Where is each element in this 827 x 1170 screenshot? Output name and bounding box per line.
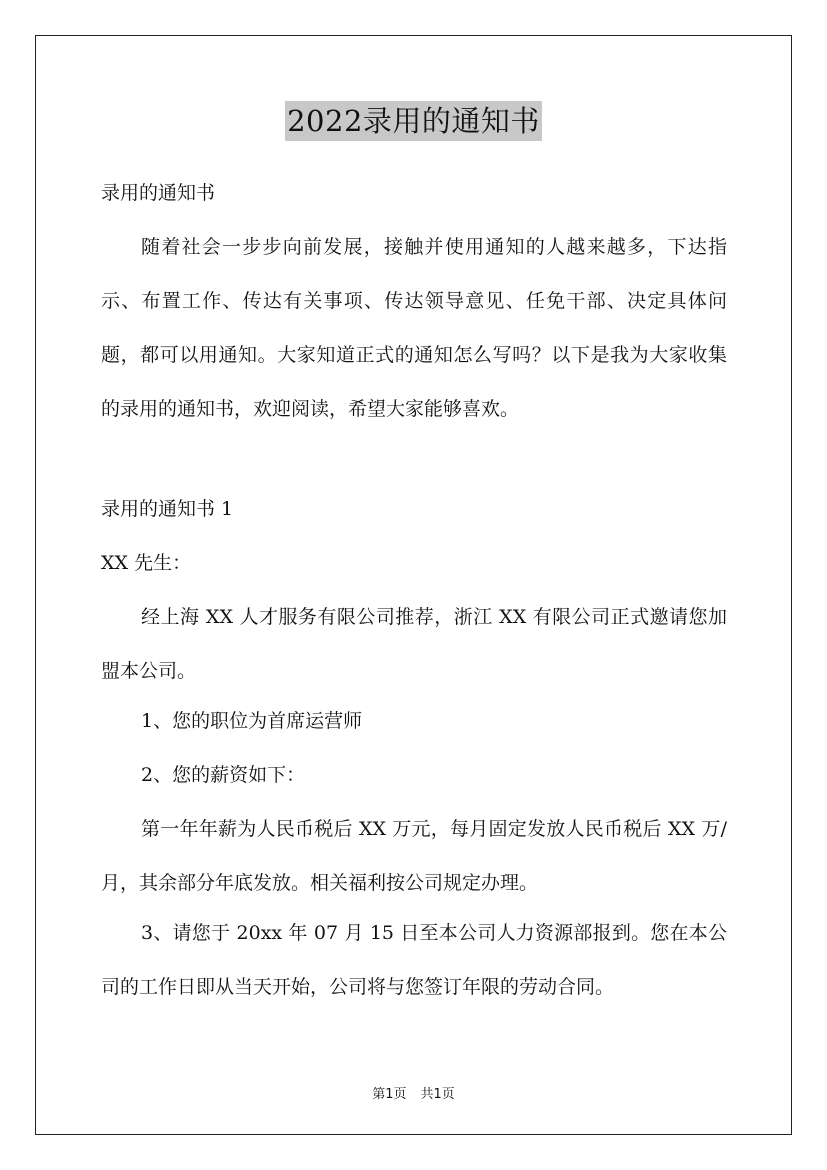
page-number-total: 共1页: [420, 1087, 455, 1102]
salary-item: 2、您的薪资如下：: [141, 764, 306, 786]
invitation-paragraph: 经上海 XX 人才服务有限公司推荐，浙江 XX 有限公司正式邀请您加盟本公司。: [101, 606, 727, 682]
intro-paragraph: 随着社会一步步向前发展，接触并使用通知的人越来越多，下达指示、布置工作、传达有关事项、传达领导意见、任免干部、决定具体问题，都可以用通知。大家知道正式的通知怎么写吗？以下是我为大家收集的录用的通知书，欢迎阅读，希望大家能够喜欢。: [101, 236, 727, 420]
document-title: 2022录用的通知书: [285, 101, 542, 141]
letter-heading: 录用的通知书 1: [101, 498, 234, 520]
report-date-paragraph: 3、请您于 20xx 年 07 月 15 日至本公司人力资源部报到。您在本公司的工作日即从当天开始，公司将与您签订年限的劳动合同。: [101, 922, 727, 998]
title-container: [0, 101, 827, 141]
spacer: [101, 440, 727, 490]
section-heading: 录用的通知书: [101, 182, 216, 204]
salary-detail-paragraph: 第一年年薪为人民币税后 XX 万元，每月固定发放人民币税后 XX 万/月，其余部分年底发放。相关福利按公司规定办理。: [101, 818, 727, 894]
salutation: XX 先生：: [101, 552, 192, 574]
document-body: [101, 174, 727, 1018]
position-item: 1、您的职位为首席运营师: [141, 710, 363, 732]
page-number-current: 第1页: [372, 1087, 407, 1102]
page-footer: [0, 1083, 827, 1102]
